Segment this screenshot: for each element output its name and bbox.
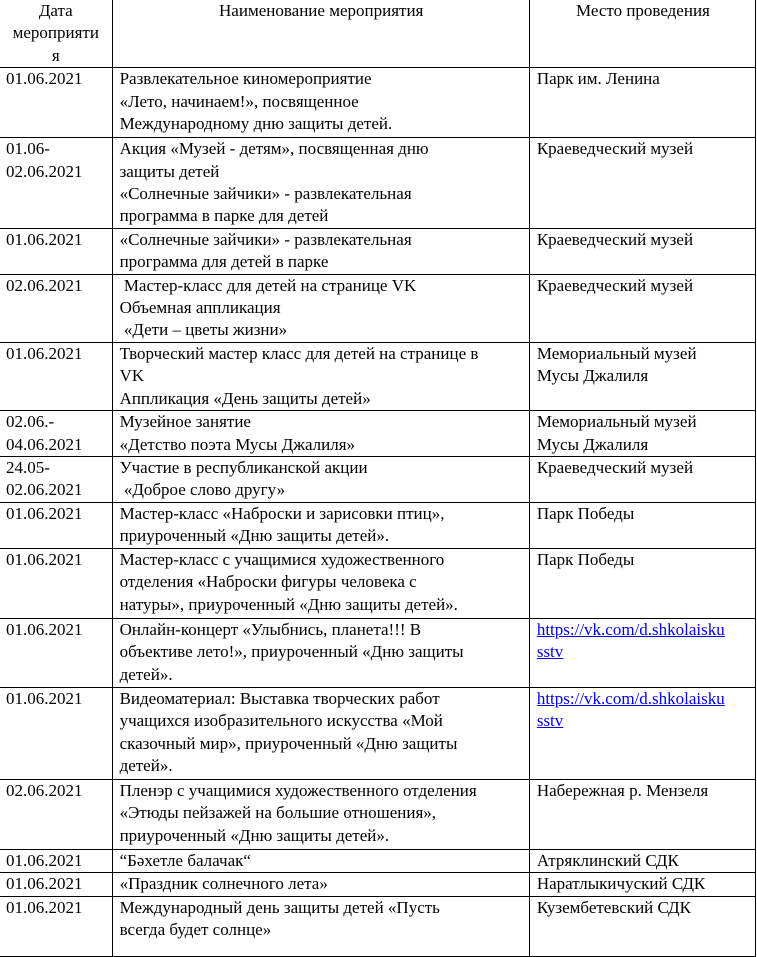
table-row [0,456,756,502]
cell-place [529,342,755,410]
event-name-text: учащихся изобразительного искусства «Мой [119,711,443,731]
cell-place [529,138,755,229]
cell-event-name [112,849,529,872]
table-row [0,618,756,687]
event-name-text: «Солнечные зайчики» - развлекательная [119,184,412,204]
cell-event-name [112,138,529,229]
table-row [0,548,756,618]
cell-event-name [112,411,529,457]
table-row [0,502,756,548]
event-name-text: «Детство поэта Мусы Джалиля» [119,434,356,454]
date-text: 24.05- [6,457,50,477]
cell-date [0,687,112,779]
place-text: Мусы Джалиля [536,366,649,386]
event-name-text: детей». [119,755,173,775]
event-name-text: Акция «Музей - детям», посвященная дню [119,139,429,159]
event-name-text: Онлайн-концерт «Улыбнись, планета!!! В [119,619,422,639]
place-text: Мусы Джалиля [536,434,649,454]
date-text: 02.06.2021 [6,480,83,500]
cell-place [529,274,755,342]
cell-event-name [112,342,529,410]
header-row [0,0,756,68]
event-name-text: Творческий мастер класс для детей на странице в [119,343,479,363]
event-name-text: «Доброе слово другу» [119,480,286,500]
cell-date [0,618,112,687]
header-date-line: мероприяти [12,23,99,43]
date-text: 01.06.2021 [6,850,83,870]
date-text: 01.06.2021 [6,619,83,639]
cell-event-name [112,687,529,779]
date-text: 02.06.2021 [6,780,83,800]
event-name-text: «Солнечные зайчики» - развлекательная [119,229,412,249]
cell-date [0,411,112,457]
event-name-text: Мастер-класс «Наброски и зарисовки птиц», [119,503,445,523]
place-link[interactable]: https://vk.com/d.shkolaisku [536,688,725,708]
place-text: Краеведческий музей [536,275,694,295]
event-name-text: Мастер-класс для детей на странице VK [119,275,417,295]
table-row [0,138,756,229]
date-text: 04.06.2021 [6,434,83,454]
event-name-text: сказочный мир», приуроченный «Дню защиты [119,733,458,753]
header-date-line: я [51,45,60,65]
event-name-text: натуры», приуроченный «Дню защиты детей». [119,594,458,614]
place-text: Парк Победы [536,549,635,569]
date-text: 01.06.2021 [6,69,83,89]
cell-date [0,228,112,274]
table-row [0,342,756,410]
event-name-text: Участие в республиканской акции [119,457,368,477]
event-name-text: Аппликация «День защиты детей» [119,388,371,408]
cell-place [529,548,755,618]
header-date-line: Дата [38,1,73,20]
cell-event-name [112,456,529,502]
cell-date [0,502,112,548]
place-text: Наратлыкичуский СДК [536,874,706,894]
cell-place [529,896,755,956]
cell-date [0,138,112,229]
place-text: Парк им. Ленина [536,69,660,89]
date-text: 01.06.2021 [6,229,83,249]
cell-date [0,342,112,410]
event-name-text: защиты детей [119,161,220,181]
cell-event-name [112,618,529,687]
event-name-text: объективе лето!», приуроченный «Дню защиты [119,642,464,662]
date-text: 01.06.2021 [6,503,83,523]
cell-event-name [112,873,529,896]
place-text: Атряклинский СДК [536,850,679,870]
place-link[interactable]: sstv [536,711,564,731]
cell-event-name [112,548,529,618]
cell-event-name [112,502,529,548]
event-name-text: Пленэр с учащимися художественного отделения [119,780,477,800]
date-text: 01.06.2021 [6,549,83,569]
event-name-text: Мастер-класс с учащимися художественного [119,549,445,569]
cell-place [529,873,755,896]
event-name-text: «Праздник солнечного лета» [119,874,328,894]
event-name-text: программа в парке для детей [119,206,329,226]
event-name-text: отделения «Наброски фигуры человека с [119,572,417,592]
cell-date [0,456,112,502]
cell-place [529,411,755,457]
cell-date [0,873,112,896]
cell-date [0,849,112,872]
table-row [0,849,756,872]
cell-event-name [112,779,529,849]
place-text: Мемориальный музей [536,412,697,432]
cell-place [529,849,755,872]
cell-place [529,779,755,849]
cell-place [529,618,755,687]
date-text: 01.06.2021 [6,688,83,708]
event-name-text: Видеоматериал: Выставка творческих работ [119,688,440,708]
cell-place [529,68,755,138]
date-text: 02.06.- [6,412,55,432]
cell-date [0,68,112,138]
event-name-text: VK [119,366,145,386]
date-text: 01.06.2021 [6,897,83,917]
event-name-text: Объемная аппликация [119,298,281,318]
cell-date [0,274,112,342]
cell-event-name [112,228,529,274]
event-name-text: «Лето, начинаем!», посвященное [119,91,359,111]
event-name-text: Международному дню защиты детей. [119,114,393,134]
date-text: 02.06.2021 [6,161,83,181]
date-text: 01.06.2021 [6,343,83,363]
cell-date [0,896,112,956]
cell-place [529,502,755,548]
cell-date [0,779,112,849]
event-name-text: «Этюды пейзажей на большие отношения», [119,803,437,823]
event-name-text: приуроченный «Дню защиты детей». [119,825,390,845]
cell-event-name [112,274,529,342]
place-text: Кузембетевский СДК [536,897,691,917]
event-name-text: Музейное занятие [119,412,251,432]
event-name-text: детей». [119,664,173,684]
date-text: 02.06.2021 [6,275,83,295]
table-row [0,411,756,457]
event-name-text: «Дети – цветы жизни» [119,320,288,340]
header-place: Место проведения [529,0,755,68]
place-text: Краеведческий музей [536,457,694,477]
event-name-text: программа для детей в парке [119,252,329,272]
cell-date [0,548,112,618]
event-name-text: всегда будет солнце» [119,919,272,939]
cell-event-name [112,68,529,138]
place-text: Краеведческий музей [536,139,694,159]
place-text: Парк Победы [536,503,635,523]
table-row [0,68,756,138]
table-row [0,873,756,896]
table-row [0,274,756,342]
place-text: Набережная р. Мензеля [536,780,709,800]
event-name-text: “Бәхетле балачак“ [119,850,251,870]
cell-place [529,228,755,274]
place-text: Краеведческий музей [536,229,694,249]
place-text: Мемориальный музей [536,343,697,363]
header-date [0,0,112,68]
place-link[interactable]: sstv [536,642,564,662]
table-row [0,779,756,849]
table-row [0,687,756,779]
event-name-text: Развлекательное киномероприятие [119,69,372,89]
table-row [0,896,756,956]
event-name-text: Международный день защиты детей «Пусть [119,897,440,917]
table-row [0,228,756,274]
cell-place [529,687,755,779]
date-text: 01.06- [6,139,50,159]
place-link[interactable]: https://vk.com/d.shkolaisku [536,619,725,639]
cell-place [529,456,755,502]
date-text: 01.06.2021 [6,874,83,894]
cell-event-name [112,896,529,956]
header-name: Наименование мероприятия [112,0,529,68]
event-name-text: приуроченный «Дню защиты детей». [119,526,390,546]
